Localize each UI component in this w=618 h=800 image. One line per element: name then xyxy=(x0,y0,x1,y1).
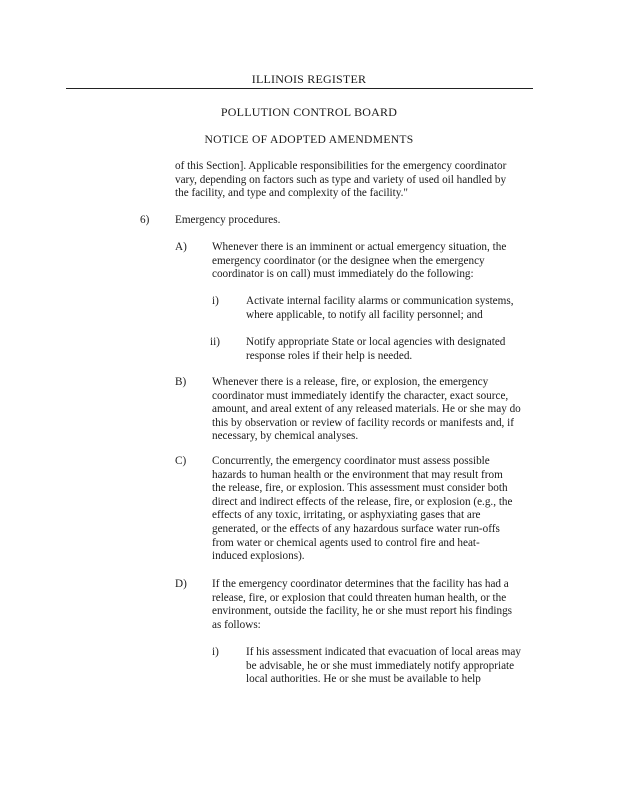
item-d-i-marker: i) xyxy=(212,646,219,658)
notice-title: NOTICE OF ADOPTED AMENDMENTS xyxy=(204,133,414,146)
item-a-paragraph xyxy=(212,241,530,282)
item-a-i-paragraph xyxy=(246,295,536,322)
text-line: If his assessment indicated that evacuation of local areas may xyxy=(246,646,521,658)
text-line: local authorities. He or she must be available to help xyxy=(246,673,481,686)
text-line: If the emergency coordinator determines that the facility has had a xyxy=(212,578,509,590)
text-line: induced explosions). xyxy=(212,550,305,563)
text-line: hazards to human health or the environment that may result from xyxy=(212,468,503,481)
text-line: the facility, and type and complexity of the facility." xyxy=(175,187,409,200)
text-line: of this Section]. Applicable responsibilities for the emergency coordinator xyxy=(175,160,507,172)
item-c-paragraph xyxy=(212,455,538,564)
text-line: environment, outside the facility, he or she must report his findings xyxy=(212,605,513,618)
item-d-marker: D) xyxy=(175,578,187,590)
text-line: where applicable, to notify all facility personnel; and xyxy=(246,308,483,321)
item-a-marker: A) xyxy=(175,241,187,253)
text-line: emergency coordinator (or the designee when the emergency xyxy=(212,254,485,267)
text-line: the release, fire, or explosion. This assessment must consider both xyxy=(212,482,508,495)
text-line: Concurrently, the emergency coordinator must assess possible xyxy=(212,455,490,467)
text-line: vary, depending on factors such as type and variety of used oil handled by xyxy=(175,173,507,186)
item-a-ii-marker: ii) xyxy=(210,336,220,348)
text-line: amount, and areal extent of any released materials. He or she may do xyxy=(212,403,521,416)
item-a-i-marker: i) xyxy=(212,295,219,307)
text-line: response roles if their help is needed. xyxy=(246,349,413,362)
text-line: as follows: xyxy=(212,618,261,631)
text-line: coordinator is on call) must immediately do the following: xyxy=(212,268,474,281)
text-line: release, fire, or explosion that could threaten human health, or the xyxy=(212,591,507,604)
item-b-marker: B) xyxy=(175,376,187,388)
continuation-paragraph xyxy=(175,160,535,201)
board-title: POLLUTION CONTROL BOARD xyxy=(220,105,398,119)
text-line: Activate internal facility alarms or communication systems, xyxy=(246,295,514,307)
item-b-paragraph xyxy=(212,376,538,444)
text-line: necessary, by chemical analyses. xyxy=(212,430,359,443)
text-line: Whenever there is an imminent or actual emergency situation, the xyxy=(212,241,507,253)
register-title: ILLINOIS REGISTER xyxy=(251,72,367,86)
text-line: Whenever there is a release, fire, or explosion, the emergency xyxy=(212,376,489,388)
header-divider xyxy=(66,88,533,89)
text-line: be advisable, he or she must immediately notify appropriate xyxy=(246,659,515,672)
text-line: Notify appropriate State or local agencies with designated xyxy=(246,336,506,348)
item-6-marker: 6) xyxy=(140,214,150,226)
item-c-marker: C) xyxy=(175,455,187,467)
item-d-paragraph xyxy=(212,578,538,632)
text-line: effects of any toxic, irritating, or asphyxiating gases that are xyxy=(212,509,481,522)
text-line: direct and indirect effects of the release, fire, or explosion (e.g., the xyxy=(212,495,513,508)
text-line: generated, or the effects of any hazardous surface water run-offs xyxy=(212,522,500,535)
item-6-heading: Emergency procedures. xyxy=(175,214,281,226)
item-a-ii-paragraph xyxy=(246,336,536,363)
item-d-i-paragraph xyxy=(246,646,536,687)
text-line: coordinator must immediately identify the character, exact source, xyxy=(212,389,509,402)
text-line: this by observation or review of facility records or manifests and, if xyxy=(212,416,514,429)
text-line: from water or chemical agents used to control fire and heat- xyxy=(212,536,480,549)
